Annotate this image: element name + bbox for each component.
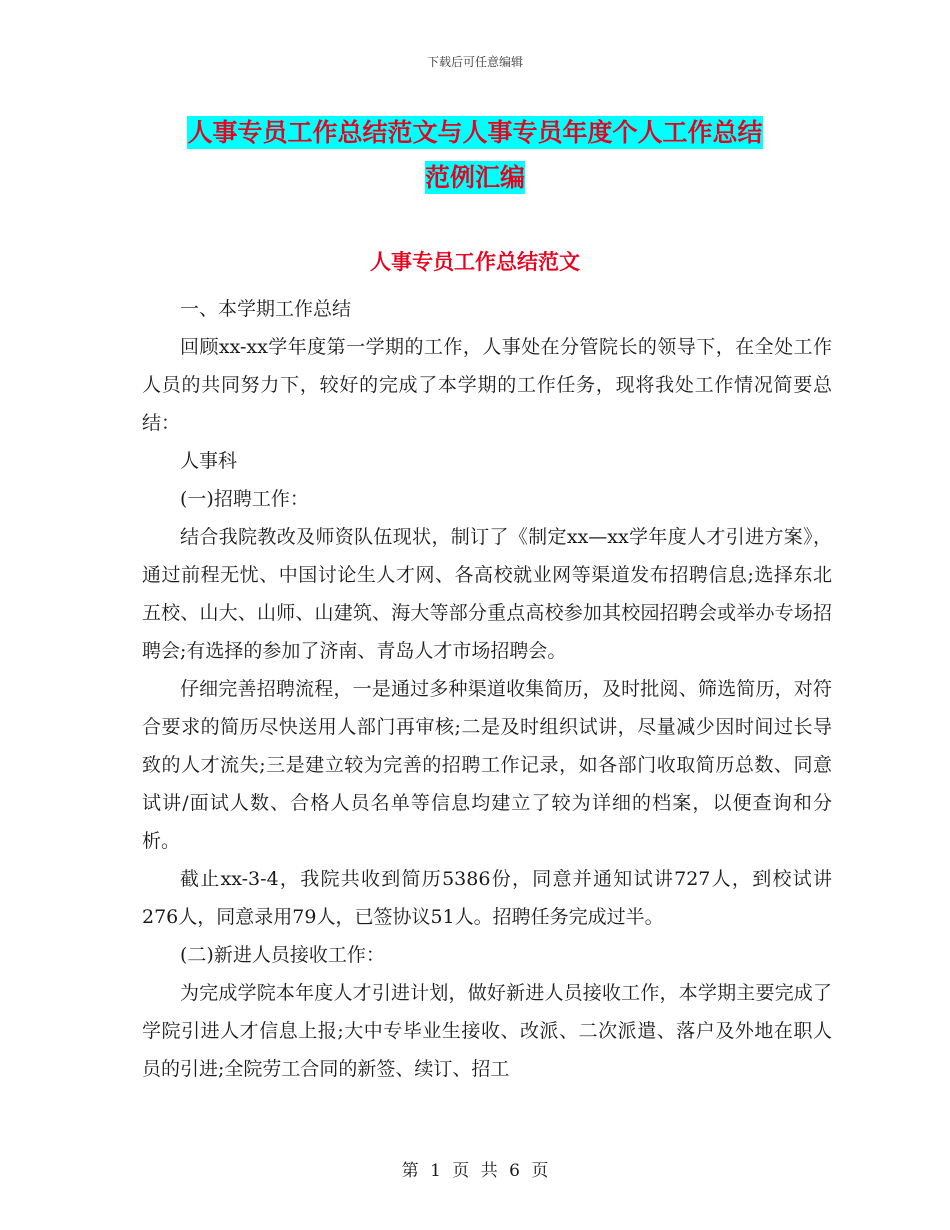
paragraph: 截止xx-3-4，我院共收到简历5386份，同意并通知试讲727人，到校试讲276人，同意录用79人，已签协议51人。招聘任务完成过半。 (142, 868, 832, 928)
section-title: 人事专员工作总结范文 (370, 250, 580, 274)
document-title (0, 110, 950, 200)
paragraph: 结合我院教改及师资队伍现状，制订了《制定xx—xx学年度人才引进方案》，通过前程无忧、中国讨论生人才网、各高校就业网等渠道发布招聘信息;选择东北五校、山大、山师、山建筑、海大等部分重点高校参加其校园招聘会或举办专场招聘会;有选择的参加了济南、青岛人才市场招聘会。 (142, 526, 832, 662)
paragraph: 仔细完善招聘流程，一是通过多种渠道收集简历，及时批阅、筛选简历，对符合要求的简历尽快送用人部门再审核;二是及时组织试讲，尽量减少因时间过长导致的人才流失;三是建立较为完善的招聘工作记录，如各部门收取简历总数、同意试讲/面试人数、合格人员名单等信息均建立了较为详细的档案，以便查询和分析。 (142, 678, 832, 852)
document-title-line-1: 人事专员工作总结范文与人事专员年度个人工作总结 (187, 118, 763, 147)
page-footer: 第 1 页 共 6 页 (401, 1161, 549, 1181)
paragraph-subheading: (二)新进人员接收工作： (180, 944, 385, 966)
paragraph-heading: 一、本学期工作总结 (180, 298, 352, 320)
header-note: 下载后可任意编辑 (426, 55, 523, 69)
paragraph: 为完成学院本年度人才引进计划，做好新进人员接收工作，本学期主要完成了学院引进人才信息上报;大中专毕业生接收、改派、二次派遣、落户及外地在职人员的引进;全院劳工合同的新签、续订、招工 (142, 982, 832, 1080)
paragraph-subheading: 人事科 (180, 450, 238, 472)
body-text (142, 290, 832, 1088)
paragraph-subheading: (一)招聘工作： (180, 488, 309, 510)
paragraph: 回顾xx-xx学年度第一学期的工作，人事处在分管院长的领导下，在全处工作人员的共同努力下，较好的完成了本学期的工作任务，现将我处工作情况简要总结： (142, 336, 832, 434)
document-title-line-2: 范例汇编 (424, 163, 525, 192)
